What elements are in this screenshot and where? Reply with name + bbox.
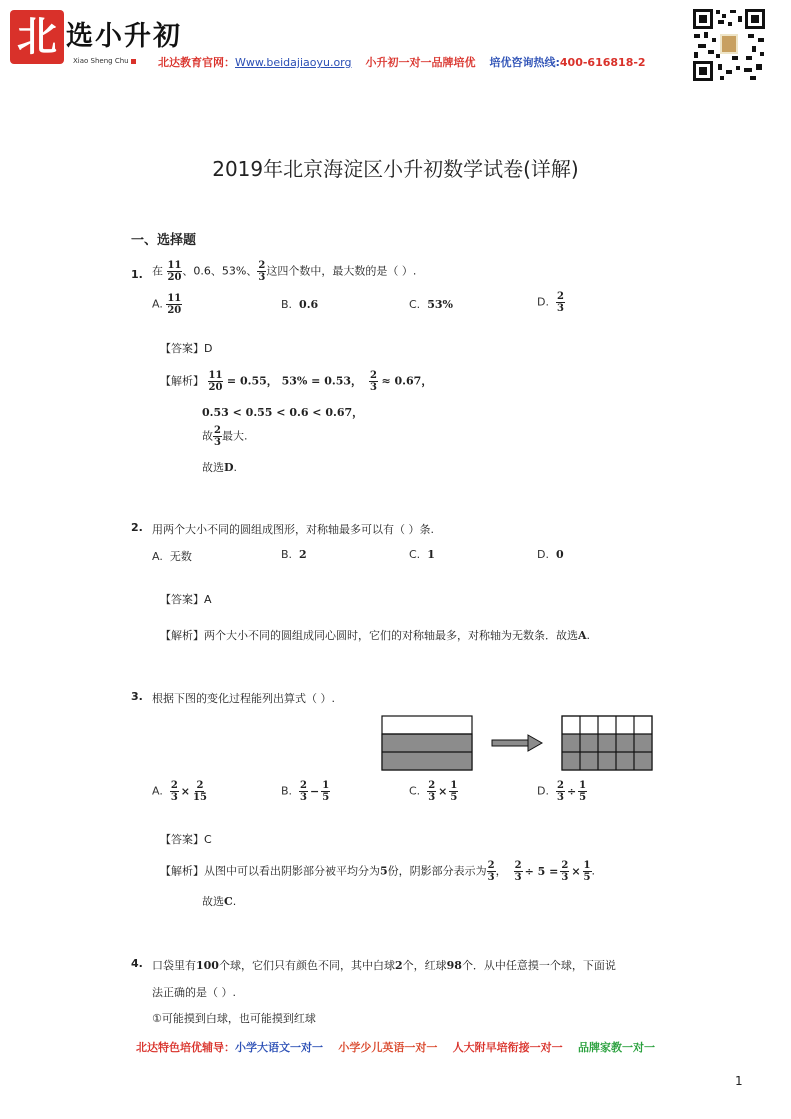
- option-b: B. 0.6: [281, 298, 319, 311]
- question-3-text: 根据下图的变化过程能列出算式（ ）.: [152, 692, 335, 705]
- question-2-text: 用两个大小不同的圆组成图形，对称轴最多可以有（ ）条.: [152, 523, 434, 536]
- question-number: 4.: [131, 957, 143, 970]
- section-title: 一、选择题: [131, 233, 197, 248]
- logo-square-icon: [131, 59, 136, 64]
- option-d: D. $\frac{2}{3}$: [537, 291, 564, 314]
- option-d: D. 0: [537, 548, 564, 561]
- right-grid: [562, 716, 652, 770]
- option-c: C. 1: [409, 548, 435, 561]
- fraction: $\frac{2}{3}$: [258, 260, 266, 283]
- qr-code-icon: [692, 8, 766, 82]
- option-a: A. $\frac{11}{20}$: [152, 293, 182, 316]
- analysis-1-line-1: 【解析】 $\frac{11}{20}$ = 0.55， 53% = 0.53， $\frac{2}{3}$ ≈ 0.67，: [160, 370, 433, 393]
- hotline-label: 培优咨询热线:: [489, 56, 560, 69]
- logo-subtitle: Xiao Sheng Chu: [73, 57, 129, 65]
- option-a: A. $\frac{2}{3}$ × $\frac{2}{15}$: [152, 780, 207, 803]
- site-link[interactable]: Www.beidajiaoyu.org: [235, 56, 352, 69]
- option-c: C. $\frac{2}{3}$ × $\frac{1}{5}$: [409, 780, 458, 803]
- arrow-right-icon: [492, 735, 542, 751]
- option-b: B. $\frac{2}{3}$ − $\frac{1}{5}$: [281, 780, 330, 803]
- footer-item: 人大附早培衔接一对一: [452, 1041, 563, 1054]
- slogan: 小升初一对一品牌培优: [365, 56, 476, 69]
- option-d: D. $\frac{2}{3}$ ÷ $\frac{1}{5}$: [537, 780, 587, 803]
- fraction: $\frac{11}{20}$: [167, 260, 182, 283]
- answer-3: 【答案】C: [160, 833, 212, 846]
- question-4-line-2: 法正确的是（ ）.: [152, 986, 236, 999]
- logo-title: 选小升初: [66, 21, 182, 52]
- question-4-statement-1: ①可能摸到白球，也可能摸到红球: [152, 1012, 316, 1025]
- question-1-text: 在 $\frac{11}{20}$ 、0.6、53%、 $\frac{2}{3}$ 这四个数中，最大数的是（ ）.: [152, 260, 417, 283]
- question-number: 2.: [131, 521, 143, 534]
- footer-label: 北达特色培优辅导：: [136, 1041, 235, 1054]
- option-c: C. 53%: [409, 298, 453, 311]
- analysis-1-line-2: 0.53 < 0.55 < 0.6 < 0.67，: [202, 406, 364, 419]
- answer-2: 【答案】A: [160, 593, 212, 606]
- footer-item: 小学大语文一对一: [235, 1041, 323, 1054]
- footer-item: 品牌家教一对一: [577, 1041, 655, 1054]
- question-4-line-1: 口袋里有100个球，它们只有颜色不同，其中白球2个，红球98个．从中任意摸一个球，下面说: [152, 959, 616, 972]
- option-a: A. 无数: [152, 550, 192, 563]
- analysis-3-line-2: 故选C.: [202, 895, 237, 908]
- analysis-1-line-4: 故选D.: [202, 461, 238, 474]
- document-title: 2019年北京海淀区小升初数学试卷(详解): [212, 157, 579, 181]
- footer-item: 小学少儿英语一对一: [338, 1041, 438, 1054]
- question-number: 3.: [131, 690, 143, 703]
- hotline-number: 400-616818-2: [559, 56, 646, 69]
- analysis-2: 【解析】两个大小不同的圆组成同心圆时，它们的对称轴最多，对称轴为无数条．故选A.: [160, 629, 591, 642]
- analysis-1-line-3: 故 $\frac{2}{3}$ 最大.: [202, 425, 248, 448]
- question-number: 1.: [131, 268, 143, 281]
- site-label: 北达教育官网：: [158, 56, 235, 69]
- answer-1: 【答案】D: [160, 342, 213, 355]
- analysis-3-line-1: 【解析】从图中可以看出阴影部分被平均分为5份，阴影部分表示为 $\frac{2}{3}$ ， $\frac{2}{3}$ ÷ 5 = $\frac{2}{3}$ × $\frac{1}{5}$ .: [160, 860, 595, 883]
- option-b: B. 2: [281, 548, 307, 561]
- transformation-diagram: [380, 713, 656, 773]
- page-number: 1: [735, 1074, 743, 1088]
- header-info: [158, 54, 646, 70]
- footer-promo: [0, 1039, 791, 1055]
- logo-mark: 北: [10, 10, 64, 64]
